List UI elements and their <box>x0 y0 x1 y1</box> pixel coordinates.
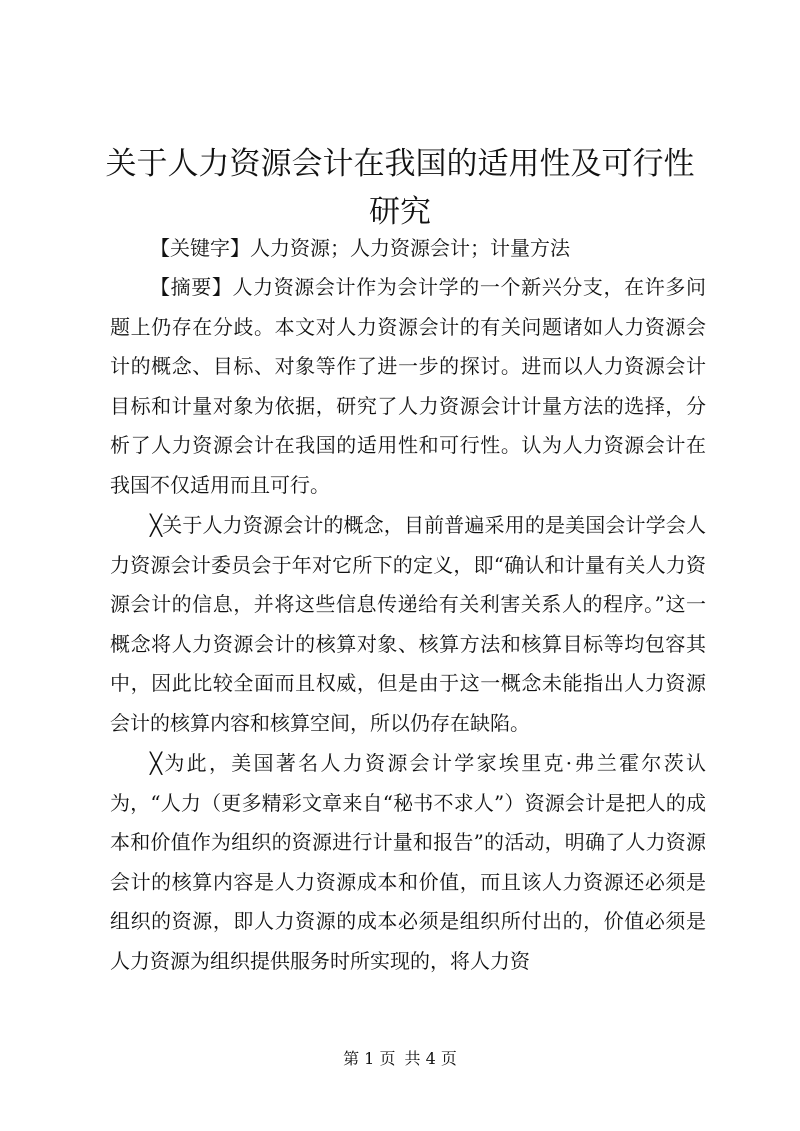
page-footer <box>0 1046 800 1069</box>
page-number: 第 1 页 <box>343 1049 396 1068</box>
body-paragraph-2: ╳为此，美国著名人力资源会计学家埃里克·弗兰霍尔茨认为，“人力（更多精彩文章来自“秘书不求人”）资源会计是把人的成本和价值作为组织的资源进行计量和报告”的活动，明确了人力资源会计的核算内容是人力资源成本和价值，而且该人力资源还必须是组织的资源，即人力资源的成本必须是组织所付出的，价值必须是人力资源为组织提供服务时所实现的，将人力资 <box>110 751 706 973</box>
abstract-paragraph: 【摘要】人力资源会计作为会计学的一个新兴分支，在许多问题上仍存在分歧。本文对人力资源会计的有关问题诸如人力资源会计的概念、目标、对象等作了进一步的探讨。进而以人力资源会计目标和计量对象为依据，研究了人力资源会计计量方法的选择，分析了人力资源会计在我国的适用性和可行性。认为人力资源会计在我国不仅适用而且可行。 <box>110 275 706 497</box>
body-paragraph-1: ╳关于人力资源会计的概念，目前普遍采用的是美国会计学会人力资源会计委员会于年对它所下的定义，即“确认和计量有关人力资源会计的信息，并将这些信息传递给有关利害关系人的程序。”这一概念将人力资源会计的核算对象、核算方法和核算目标等均包容其中，因此比较全面而且权威，但是由于这一概念未能指出人力资源会计的核算内容和核算空间，所以仍存在缺陷。 <box>110 513 706 735</box>
page-total: 共 4 页 <box>404 1049 457 1068</box>
keywords-line: 【关键字】人力资源；人力资源会计；计量方法 <box>150 236 570 260</box>
document-title: 关于人力资源会计在我国的适用性及可行性研究 <box>105 146 695 230</box>
